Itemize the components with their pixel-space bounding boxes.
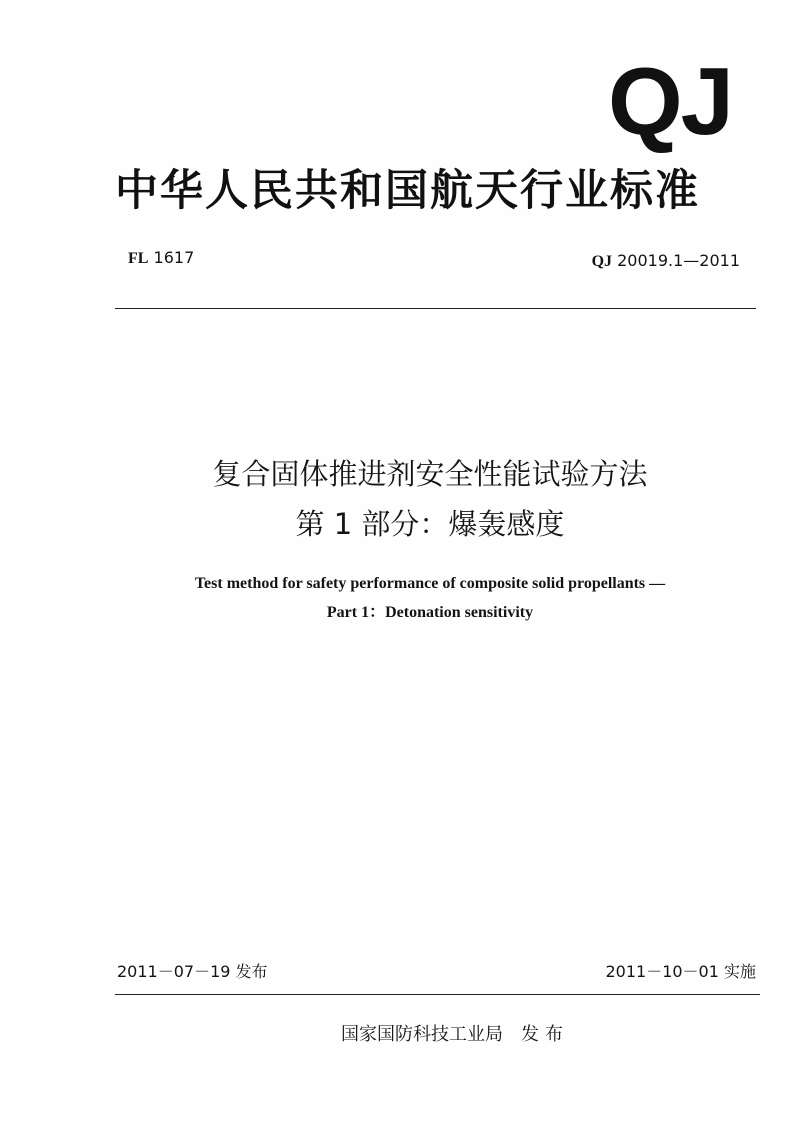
publish-word: 发布: [521, 1024, 569, 1045]
standard-number-value: 20019.1—2011: [617, 251, 740, 270]
release-date: 2011－07－19 发布: [117, 962, 268, 981]
standard-logo: QJ: [607, 48, 732, 155]
classification-prefix: FL: [128, 250, 149, 267]
header-divider: [115, 308, 756, 309]
title-cn-line1: 复合固体推进剂安全性能试验方法: [212, 457, 648, 491]
classification-code: [128, 250, 194, 267]
standard-organization: 中华人民共和国航天行业标准: [115, 166, 700, 216]
standard-number-prefix: QJ: [591, 253, 613, 270]
standard-number: [592, 253, 740, 270]
title-en-line2: Part 1：Detonation sensitivity: [326, 604, 534, 621]
implement-date: 2011－10－01 实施: [605, 962, 756, 981]
title-en-line1: Test method for safety performance of composite solid propellants —: [194, 575, 666, 592]
publisher-name: 国家国防科技工业局: [341, 1024, 503, 1045]
publisher: [0, 1026, 800, 1044]
footer-divider: [115, 994, 760, 995]
classification-number: 1617: [153, 248, 195, 267]
title-cn-line2: 第 1 部分：爆轰感度: [295, 507, 565, 541]
